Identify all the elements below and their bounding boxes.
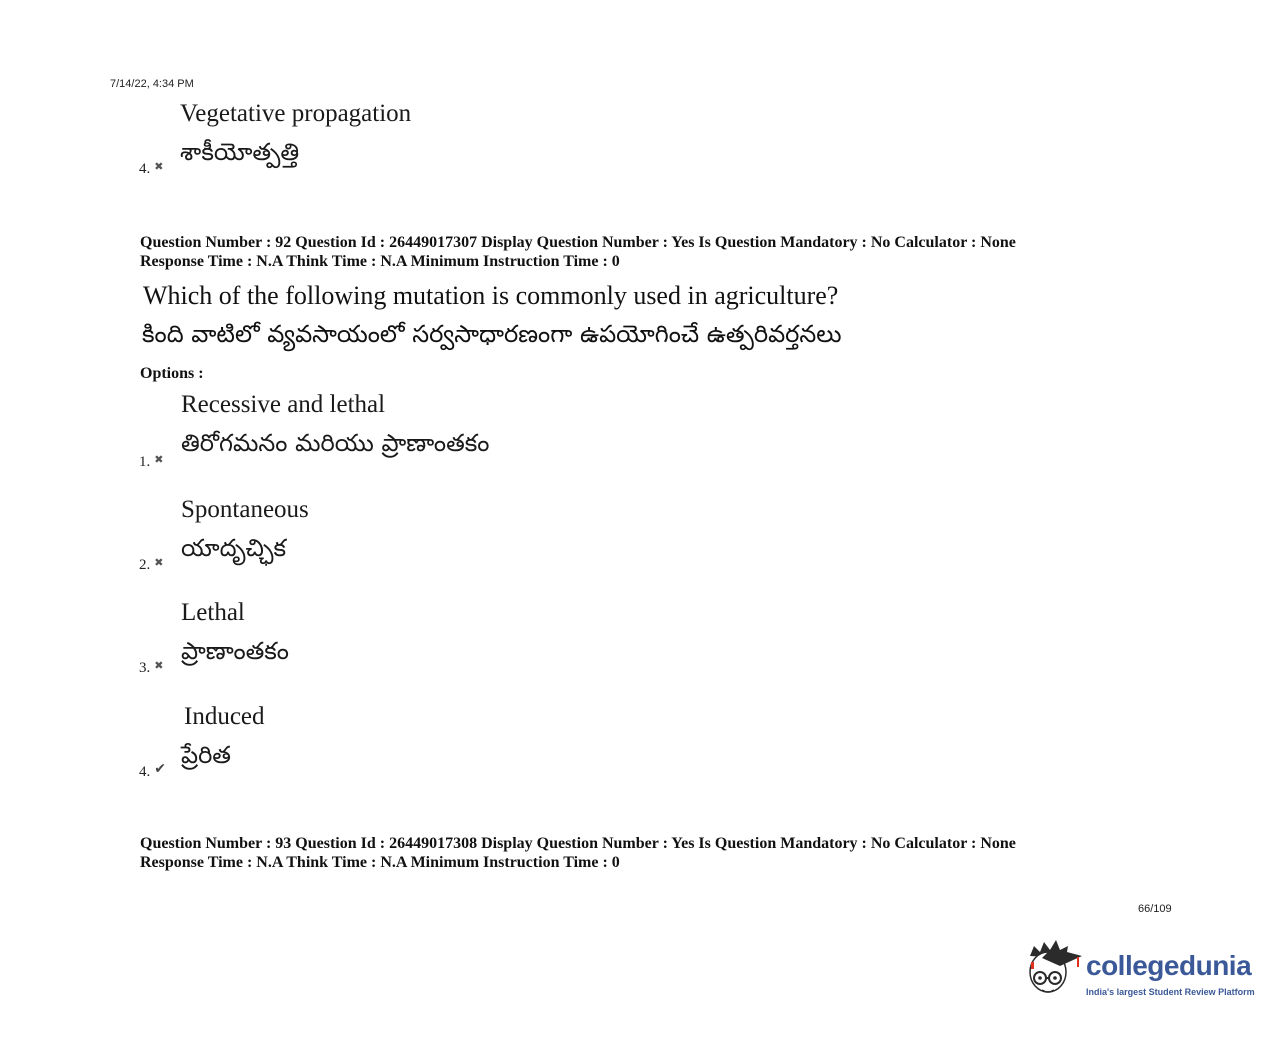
option-3-number-label: 3.	[139, 660, 151, 676]
page-number: 66/109	[1138, 903, 1172, 915]
option-3-english: Lethal	[181, 599, 245, 626]
option-1-number-label: 1.	[139, 454, 151, 470]
question-93-meta-line2: Response Time : N.A Think Time : N.A Minimum Instruction Time : 0	[140, 854, 620, 871]
cross-icon: ✖	[154, 453, 164, 466]
question-92-text-english: Which of the following mutation is commonly used in agriculture?	[143, 281, 839, 310]
check-icon: ✔	[154, 761, 166, 777]
question-92-meta	[140, 233, 1016, 271]
option-4-telugu: ప్రేరిత	[181, 741, 231, 769]
option-4-number-label: 4.	[139, 764, 151, 780]
option-2-number	[139, 556, 163, 574]
collegedunia-logo	[1022, 936, 1262, 1008]
cross-icon: ✖	[154, 160, 164, 173]
option-1-telugu: తిరోగమనం మరియు ప్రాణాంతకం	[181, 429, 490, 457]
prev-option-english: Vegetative propagation	[180, 100, 412, 127]
prev-option-telugu: శాకీయోత్పత్తి	[180, 138, 300, 166]
option-2-number-label: 2.	[139, 557, 151, 573]
options-label: Options :	[140, 365, 204, 382]
option-2-telugu: యాదృచ్ఛిక	[181, 534, 286, 562]
print-timestamp: 7/14/22, 4:34 PM	[110, 78, 194, 90]
cross-icon: ✖	[154, 659, 164, 672]
option-3-telugu: ప్రాణాంతకం	[181, 637, 289, 665]
question-92-meta-line2: Response Time : N.A Think Time : N.A Minimum Instruction Time : 0	[140, 253, 620, 270]
cross-icon: ✖	[154, 556, 164, 569]
logo-wordmark: collegedunia	[1086, 950, 1252, 981]
option-3-number	[139, 659, 163, 677]
mascot-icon	[1022, 936, 1084, 1008]
option-4-number	[139, 761, 166, 781]
question-93-meta-line1: Question Number : 93 Question Id : 26449017308 Display Question Number : Yes Is Question Mandatory : No Calculator : None	[140, 835, 1016, 852]
option-1-number	[139, 453, 163, 471]
question-93-meta	[140, 834, 1016, 872]
option-1-english: Recessive and lethal	[181, 391, 386, 418]
option-2-english: Spontaneous	[181, 496, 309, 523]
logo-tagline: India's largest Student Review Platform	[1086, 987, 1255, 997]
question-92-meta-line1: Question Number : 92 Question Id : 26449017307 Display Question Number : Yes Is Question Mandatory : No Calculator : None	[140, 234, 1016, 251]
prev-option-number-label: 4.	[139, 161, 151, 177]
prev-option-number	[139, 160, 163, 178]
question-92-text-telugu: కింది వాటిలో వ్యవసాయంలో సర్వసాధారణంగా ఉపయోగించే ఉత్పరివర్తనలు	[142, 320, 842, 348]
option-4-english: Induced	[184, 703, 265, 730]
